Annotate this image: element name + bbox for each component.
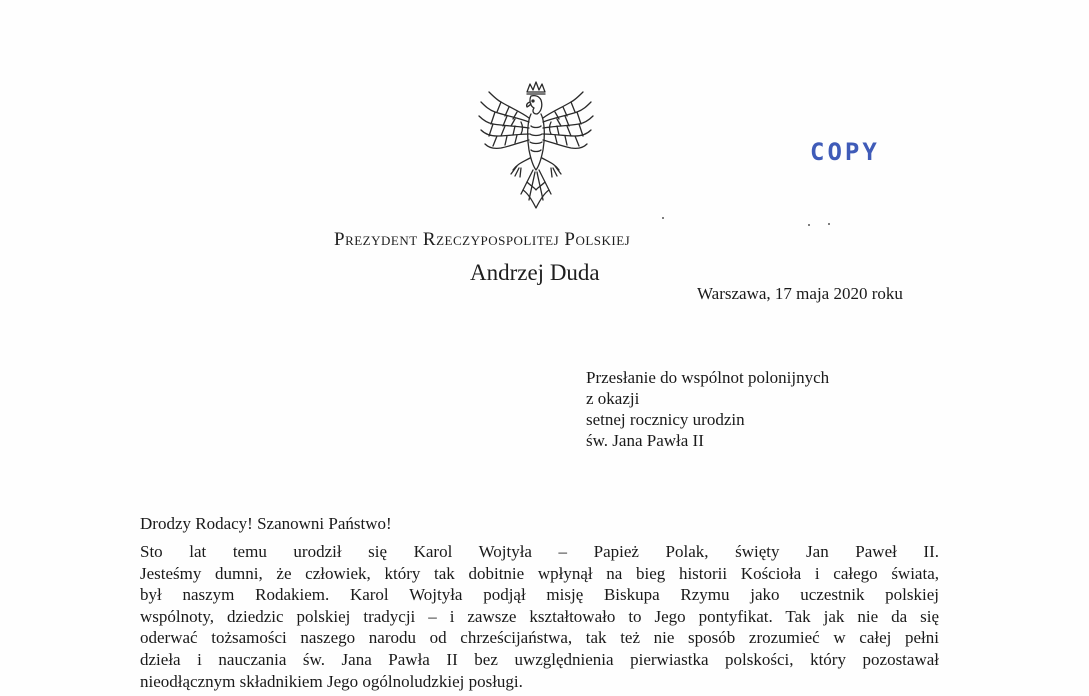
place-and-date: Warszawa, 17 maja 2020 roku bbox=[697, 284, 903, 303]
subject-line: Przesłanie do wspólnot polonijnych bbox=[586, 368, 830, 387]
body-line: wspólnoty, dziedzic polskiej tradycji – i zawsze kształtowało to Jego pontyfikat. Tak jak nie da się bbox=[140, 606, 939, 626]
subject-line: setnej rocznicy urodzin bbox=[586, 410, 745, 429]
body-line: dzieła i nauczania św. Jana Pawła II bez uwzględnienia pierwiastka polskości, który pozostawał bbox=[140, 649, 939, 669]
body-line: nieodłącznym składnikiem Jego ogólnoludzkiej posługi. bbox=[140, 671, 523, 691]
polish-eagle-emblem-icon bbox=[475, 78, 597, 210]
scan-speck bbox=[808, 224, 810, 226]
salutation: Drodzy Rodacy! Szanowni Państwo! bbox=[140, 514, 392, 533]
president-name: Andrzej Duda bbox=[470, 260, 600, 285]
scan-speck bbox=[662, 217, 664, 219]
body-line: oderwać tożsamości naszego narodu od chrześcijaństwa, tak też nie sposób zrozumieć w całej pełni bbox=[140, 628, 939, 648]
subject-line: z okazji bbox=[586, 389, 640, 408]
scan-speck bbox=[828, 223, 830, 225]
subject-line: św. Jana Pawła II bbox=[586, 431, 704, 450]
body-line: Sto lat temu urodził się Karol Wojtyła – Papież Polak, święty Jan Paweł II. bbox=[140, 542, 939, 561]
office-title: Prezydent Rzeczypospolitej Polskiej bbox=[334, 229, 631, 250]
body-line: był naszym Rodakiem. Karol Wojtyła podjął misję Biskupa Rzymu jako uczestnik polskiej bbox=[140, 585, 939, 605]
copy-stamp: COPY bbox=[810, 138, 880, 166]
body-line: Jesteśmy dumni, że człowiek, który tak dobitnie wpłynął na bieg historii Kościoła i całego świata, bbox=[140, 563, 939, 583]
body-paragraph bbox=[140, 541, 939, 692]
subject-block bbox=[586, 367, 829, 451]
